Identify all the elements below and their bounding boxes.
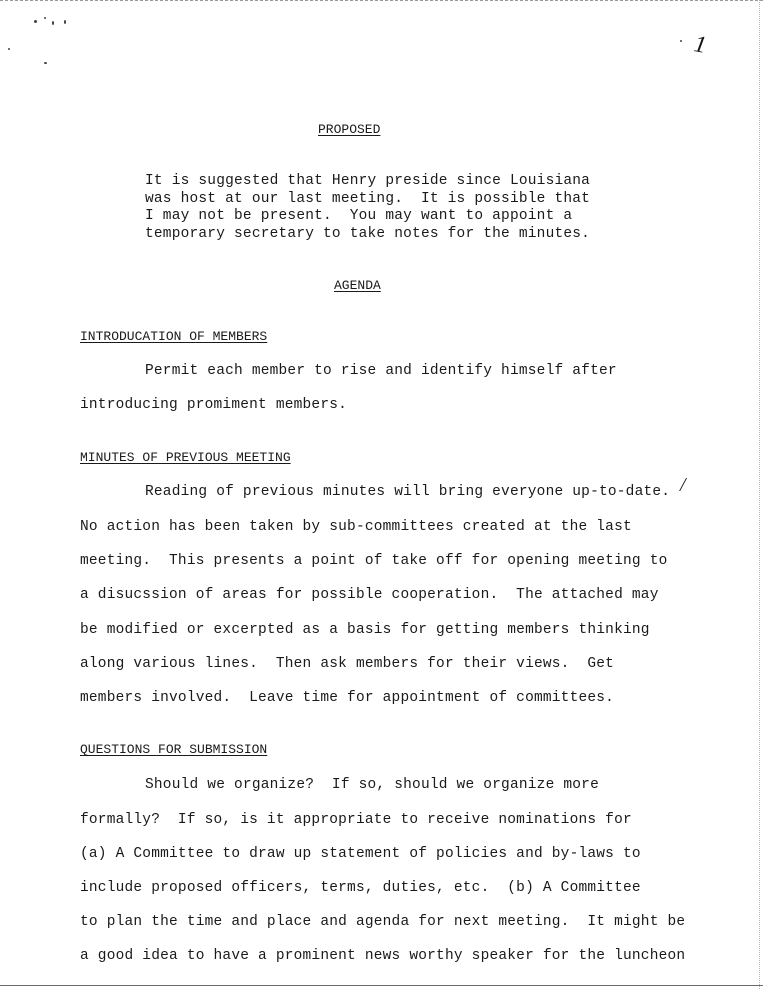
minutes-line: meeting. This presents a point of take off for opening meeting to <box>80 553 668 569</box>
questions-line: formally? If so, is it appropriate to receive nominations for <box>80 812 632 828</box>
bottom-border <box>0 985 763 986</box>
scan-speck <box>44 17 46 19</box>
scan-speck <box>52 21 54 25</box>
questions-line: Should we organize? If so, should we organize more <box>145 777 599 793</box>
introduction-line: introducing promiment members. <box>80 397 348 413</box>
agenda-heading: AGENDA <box>334 278 381 293</box>
questions-line: (a) A Committee to draw up statement of policies and by-laws to <box>80 846 641 862</box>
minutes-line: No action has been taken by sub-committees created at the last <box>80 519 632 535</box>
minutes-line: members involved. Leave time for appointment of committees. <box>80 690 615 706</box>
questions-heading: QUESTIONS FOR SUBMISSION <box>80 742 268 757</box>
proposed-line: It is suggested that Henry preside since Louisiana <box>145 173 591 189</box>
introduction-line: Permit each member to rise and identify himself after <box>145 363 617 379</box>
scan-speck <box>64 20 66 24</box>
scan-speck <box>8 48 10 50</box>
minutes-heading: MINUTES OF PREVIOUS MEETING <box>80 450 291 465</box>
page-number: 1 <box>691 31 709 59</box>
scan-speck <box>34 20 37 23</box>
proposed-line: I may not be present. You may want to appoint a <box>145 208 573 224</box>
right-edge <box>759 0 760 989</box>
introduction-heading: INTRODUCATION OF MEMBERS <box>80 329 268 344</box>
scan-speck <box>44 62 47 64</box>
minutes-line: be modified or excerpted as a basis for getting members thinking <box>80 622 650 638</box>
top-border <box>0 0 763 1</box>
proposed-line: was host at our last meeting. It is possible that <box>145 191 591 207</box>
proposed-heading: PROPOSED <box>318 122 381 137</box>
questions-line: a good idea to have a prominent news worthy speaker for the luncheon <box>80 948 686 964</box>
questions-line: include proposed officers, terms, duties, etc. (b) A Committee <box>80 880 641 896</box>
proposed-line: temporary secretary to take notes for the minutes. <box>145 226 591 242</box>
minutes-line: Reading of previous minutes will bring everyone up-to-date. <box>145 484 671 500</box>
margin-check-mark: / <box>680 474 686 496</box>
minutes-line: a disucssion of areas for possible cooperation. The attached may <box>80 587 659 603</box>
scan-speck <box>680 40 682 42</box>
questions-line: to plan the time and place and agenda for next meeting. It might be <box>80 914 686 930</box>
minutes-line: along various lines. Then ask members for their views. Get <box>80 656 615 672</box>
